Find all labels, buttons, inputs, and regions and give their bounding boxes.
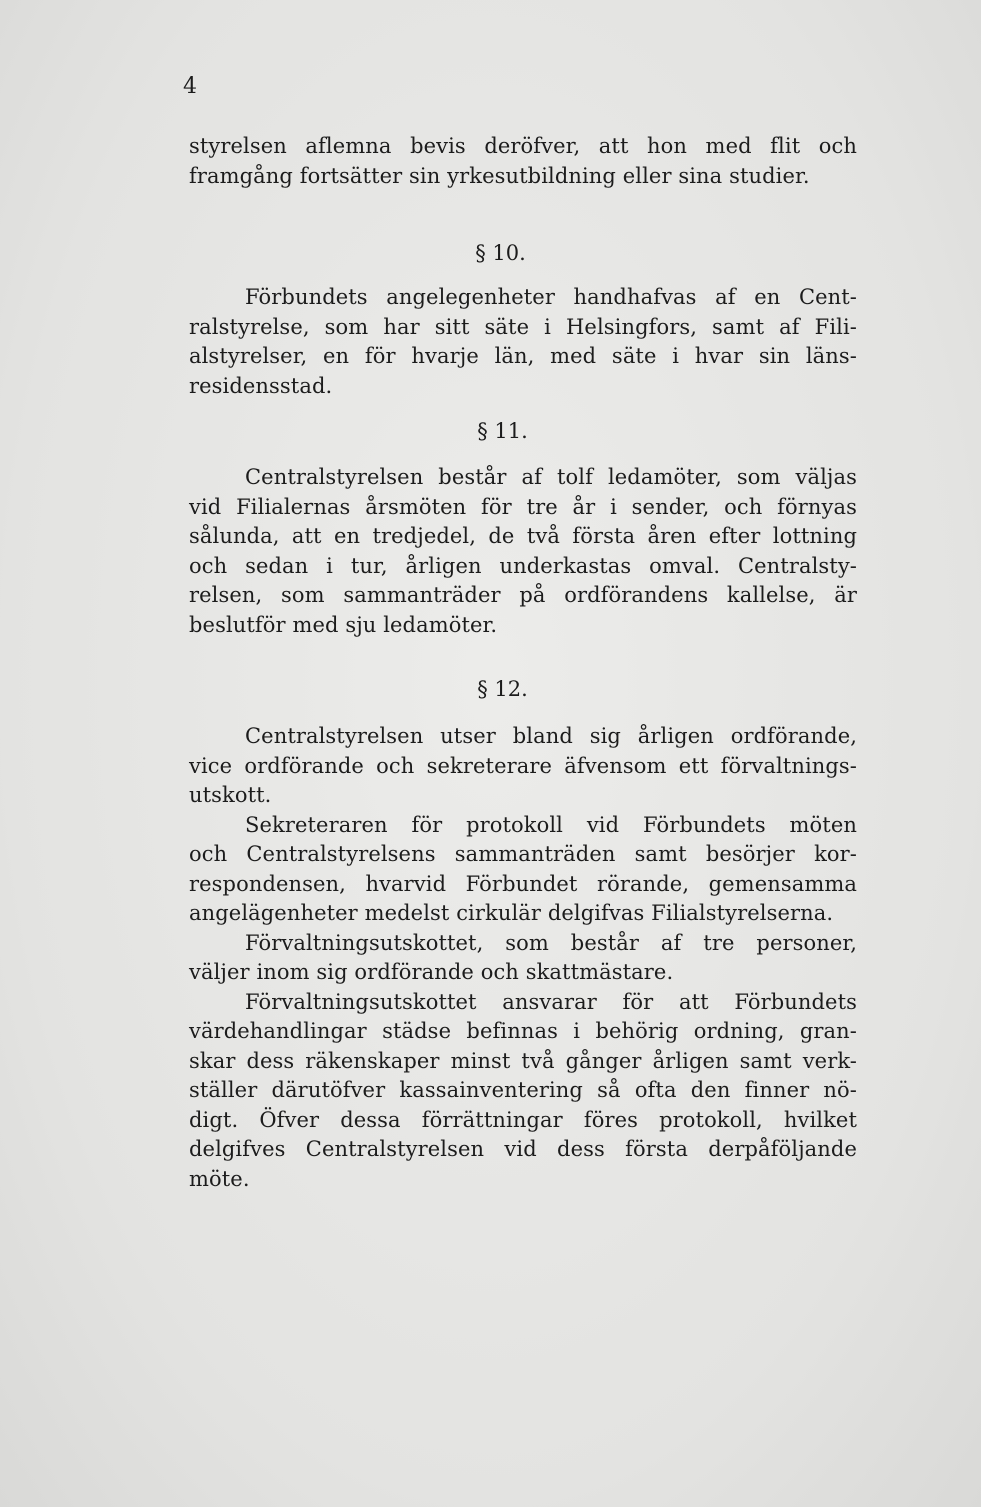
text-line: styrelsen aflemna bevis deröfver, att hon med flit och [189, 134, 857, 158]
text-line: vice ordförande och sekreterare äfvensom ett förvaltnings- [189, 753, 857, 778]
text-line: och Centralstyrelsens sammanträden samt besörjer kor- [189, 842, 857, 866]
text-line: Centralstyrelsen består af tolf ledamöter, som väljas [245, 465, 857, 489]
text-line: Centralstyrelsen utser bland sig årligen ordförande, [245, 724, 857, 748]
text-line: sålunda, att en tredjedel, de två första åren efter lottning [189, 524, 857, 548]
text-line: ralstyrelse, som har sitt säte i Helsingfors, samt af Fili- [189, 314, 857, 339]
paragraph-section-10 [189, 283, 857, 401]
text-line: ställer därutöfver kassainventering så ofta den finner nö- [189, 1078, 857, 1102]
text-line: respondensen, hvarvid Förbundet rörande, gemensamma [189, 871, 857, 896]
section-heading-10: § 10. [475, 241, 526, 265]
text-line: Förbundets angelegenheter handhafvas af en Cent- [245, 285, 857, 309]
text-line: skar dess räkenskaper minst två gånger årligen samt verk- [189, 1048, 857, 1073]
text-line: utskott. [189, 783, 272, 807]
text-line: residensstad. [189, 373, 333, 398]
text-line: delgifves Centralstyrelsen vid dess första derpåföljande [189, 1137, 857, 1161]
text-line: Förvaltningsutskottet ansvarar för att Förbundets [245, 989, 857, 1014]
text-line: digt. Öfver dessa förrättningar föres protokoll, hvilket [189, 1107, 857, 1132]
text-line: Förvaltningsutskottet, som består af tre personer, [245, 930, 857, 955]
page-number: 4 [183, 74, 197, 99]
section-heading-11: § 11. [477, 419, 528, 443]
text-line: angelägenheter medelst cirkulär delgifvas Filialstyrelserna. [189, 901, 834, 925]
paragraph-section-11 [189, 463, 857, 640]
paragraph-continuation [189, 132, 857, 191]
paragraph-section-12 [189, 722, 857, 1194]
text-line: relsen, som sammanträder på ordförandens kallelse, är [189, 583, 857, 607]
text-line: vid Filialernas årsmöten för tre år i sender, och förnyas [189, 494, 857, 519]
text-line: och sedan i tur, årligen underkastas omval. Centralsty- [189, 553, 857, 578]
text-line: väljer inom sig ordförande och skattmästare. [189, 960, 674, 984]
text-line: möte. [189, 1166, 250, 1191]
text-line: värdehandlingar städse befinnas i behörig ordning, gran- [189, 1019, 857, 1043]
text-line: framgång fortsätter sin yrkesutbildning eller sina studier. [189, 163, 810, 188]
text-line: Sekreteraren för protokoll vid Förbundets möten [245, 812, 857, 837]
text-line: alstyrelser, en för hvarje län, med säte i hvar sin läns- [189, 344, 857, 368]
section-heading-12: § 12. [477, 677, 528, 701]
text-line: beslutför med sju ledamöter. [189, 612, 498, 637]
